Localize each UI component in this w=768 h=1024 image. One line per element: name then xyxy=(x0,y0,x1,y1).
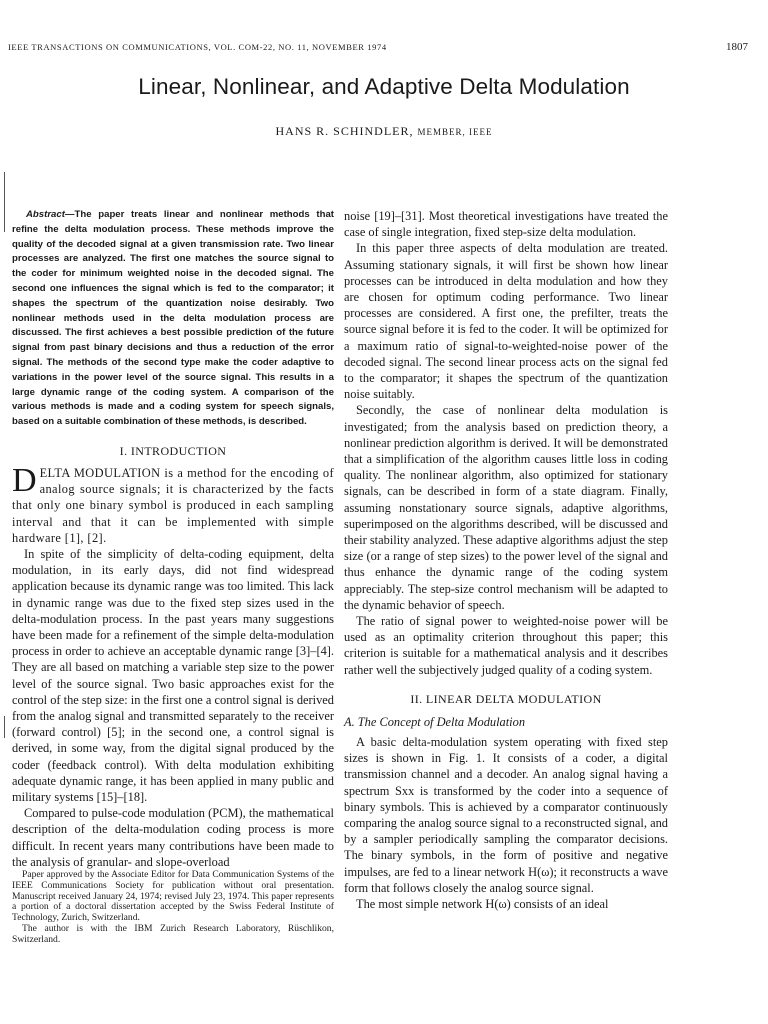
intro-paragraph-1 xyxy=(12,461,334,546)
footnotes xyxy=(12,870,334,946)
margin-mark xyxy=(4,172,5,232)
drop-cap: D xyxy=(12,461,37,499)
abstract xyxy=(12,208,334,430)
author-line xyxy=(0,124,768,139)
right-column xyxy=(344,208,668,912)
right-paragraph-6: The most simple network H(ω) consists of an ideal xyxy=(356,896,609,911)
intro-paragraph-2: In spite of the simplicity of delta-coding equipment, delta modulation, in its early days, did not find widespread application because its dynamic range was too limited. This lack in dynamic range was due to the fixed step sizes used in the delta-modulation process. In the past years many suggestions have been made for a refinement of the simple delta-modulation process in order to achieve an acceptable dynamic range [3]–[4]. They are all based on matching a variable step size to the power level of the source signal. Two basic approaches exist for the control of the step size: in the first one a control signal is derived from the analog signal and transmitted separately to the receiver (forward control) [5]; in the second one, a control signal is derived, in some way, from the digital signal produced by the coder (feedback control). With delta modulation exhibiting adequate dynamic range, it has been applied in many public and military systems [15]–[18]. xyxy=(12,546,334,805)
footnote-author: The author is with the IBM Zurich Research Laboratory, Rüschlikon, Switzerland. xyxy=(12,922,334,945)
abstract-label: Abstract xyxy=(26,209,65,220)
right-paragraph-3: Secondly, the case of nonlinear delta modulation is investigated; from the analysis based on prediction theory, a nonlinear prediction algorithm is derived. It will be demonstrated that a simplification of the algorithm causes little loss in coding quality. The nonlinear algorithm, also optimized for stationary signals, can be described in form of a state diagram. Finally, assuming nonstationary source signals, adaptive algorithms, superimposed on the algorithms described, will be discussed and their stability analyzed. These adaptive algorithms adjust the step size (or a range of step sizes) to the power level of the signal and thus enhance the dynamic range of the coding system appreciably. The step-size control mechanism will be adapted to the dynamic behavior of speech. xyxy=(344,403,668,612)
running-head xyxy=(8,42,748,52)
page-number: 1807 xyxy=(726,41,748,53)
right-paragraph-4: The ratio of signal power to weighted-noise power will be used as an optimality criterion throughout this paper; this criterion is suitable for a mathematical analysis and it describes rather well the subjectively judged quality of a coding system. xyxy=(344,614,668,677)
section-heading-introduction: I. INTRODUCTION xyxy=(119,443,227,458)
abstract-text: —The paper treats linear and nonlinear methods that refine the delta modulation process. These methods improve the quality of the decoded signal at a given transmission rate. Two linear processes are analyzed. The first one matches the source signal to the coder for minimum weighted noise in the decoded signal. The second one influences the signal which is fed to the comparator; it shapes the spectrum of the quantization noise desirably. Two nonlinear methods used in the delta modulation process are discussed. The first achieves a best possible prediction of the future signal from past binary decisions and thus a reduction of the error signal. The methods of the second type make the coder adaptive to variations in the power level of the source signal. This results in a large dynamic range of the coding system. A comparison of the various methods is made and a coding system for speech signals, based on a suitable combination of these methods, is described. xyxy=(12,209,334,428)
intro-paragraph-3: Compared to pulse-code modulation (PCM), the mathematical description of the delta-modulation coding process is more difficult. In recent years many contributions have been made to the analysis of granular- and slope-overload xyxy=(12,806,334,869)
left-column xyxy=(12,208,334,870)
paper-title: Linear, Nonlinear, and Adaptive Delta Modulation xyxy=(138,74,630,99)
right-paragraph-5: A basic delta-modulation system operating with fixed step sizes is shown in Fig. 1. It consists of a coder, a digital transmission channel and a decoder. An analog signal having a spectrum Sxx is transformed by the coder into a sequence of binary symbols. This is achieved by a comparator continuously comparing the analog source signal to a reconstructed signal, and by a sampler periodically sampling the comparator decisions. The binary symbols, in the form of positive and negative impulses, are fed to a linear network H(ω); it reconstructs a wave form that follows closely the analog source signal. xyxy=(344,734,668,895)
journal-citation: IEEE TRANSACTIONS ON COMMUNICATIONS, VOL. COM-22, NO. 11, NOVEMBER 1974 xyxy=(8,42,387,52)
subsection-heading-concept: A. The Concept of Delta Modulation xyxy=(344,714,526,729)
right-paragraph-2: In this paper three aspects of delta modulation are treated. Assuming stationary signals, it will first be shown how linear processes can be introduced in delta modulation and how they are chosen for optimum coding performance. Two linear processes are considered. A first one, the prefilter, treats the source signal before it is fed to the coder. It will be optimized for a maximum ratio of signal-to-weighted-noise power of the decoded signal. The second linear process acts on the signal fed to the comparator; it shapes the spectrum of the quantization noise suitably. xyxy=(344,241,668,402)
author-affiliation: MEMBER, IEEE xyxy=(417,127,493,137)
author-name: HANS R. SCHINDLER, xyxy=(275,124,414,138)
margin-mark xyxy=(4,716,5,738)
section-heading-linear: II. LINEAR DELTA MODULATION xyxy=(410,691,602,706)
footnote-approval: Paper approved by the Associate Editor for Data Communication Systems of the IEEE Communications Society for publication without oral presentation. Manuscript received January 24, 1974; revised July 23, 1974. This paper represents a portion of a doctoral dissertation accepted by the Swiss Federal Institute of Technology, Zurich, Switzerland. xyxy=(12,869,334,924)
intro-paragraph-1-text: ELTA MODULATION is a method for the encoding of analog source signals; it is characterized by the facts that only one binary symbol is produced in each sampling interval and that it can be implemented with simple hardware [1], [2]. xyxy=(12,465,334,545)
right-paragraph-1: noise [19]–[31]. Most theoretical investigations have treated the case of single integration, fixed step-size delta modulation. xyxy=(344,209,668,240)
